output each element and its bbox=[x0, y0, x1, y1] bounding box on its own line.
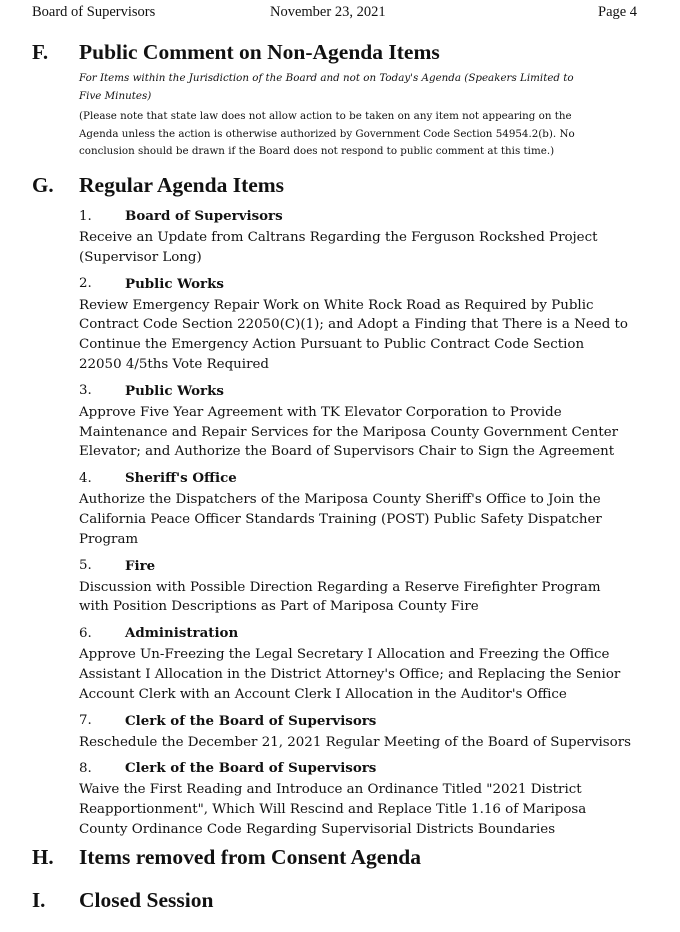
header-board-name: Board of Supervisors bbox=[32, 4, 156, 20]
agenda-item-list bbox=[79, 204, 659, 844]
agenda-item-department: Administration bbox=[125, 625, 239, 642]
agenda-item-header bbox=[79, 466, 659, 490]
section-h-title: Items removed from Consent Agenda bbox=[79, 845, 421, 869]
agenda-item-header bbox=[79, 554, 659, 578]
agenda-item-description-line: Approve Un-Freezing the Legal Secretary I Allocation and Freezing the Office bbox=[79, 647, 610, 663]
agenda-item-description-line: Program bbox=[79, 531, 139, 547]
agenda-item-description bbox=[79, 490, 659, 549]
agenda-item bbox=[79, 272, 659, 375]
agenda-item-description-line: Reschedule the December 21, 2021 Regular Meeting of the Board of Supervisors bbox=[79, 734, 631, 750]
agenda-item-department: Fire bbox=[125, 557, 156, 574]
agenda-item-description-line: California Peace Officer Standards Training (POST) Public Safety Dispatcher bbox=[79, 511, 602, 527]
agenda-item-description-line: Approve Five Year Agreement with TK Elevator Corporation to Provide bbox=[79, 404, 562, 420]
agenda-item-header bbox=[79, 756, 659, 780]
agenda-item-header bbox=[79, 379, 659, 403]
agenda-item bbox=[79, 621, 659, 704]
section-i-title: Closed Session bbox=[79, 888, 214, 912]
section-f-subtitle-line: Five Minutes) bbox=[79, 89, 152, 102]
section-f-note-line: (Please note that state law does not allow action to be taken on any item not appearing on the bbox=[79, 110, 572, 122]
agenda-item-description-line: with Position Descriptions as Part of Mariposa County Fire bbox=[79, 599, 479, 615]
agenda-item-number: 8. bbox=[79, 760, 92, 776]
agenda-item-description bbox=[79, 296, 659, 375]
agenda-item bbox=[79, 709, 659, 753]
section-f-note-line: Agenda unless the action is otherwise authorized by Government Code Section 54954.2(b). No bbox=[79, 127, 575, 140]
agenda-item-description-line: Maintenance and Repair Services for the Mariposa County Government Center bbox=[79, 424, 619, 440]
section-f-subtitle-line: For Items within the Jurisdiction of the Board and not on Today's Agenda (Speakers Limited to bbox=[79, 72, 574, 84]
agenda-item-description-line: Receive an Update from Caltrans Regarding the Ferguson Rockshed Project bbox=[79, 230, 598, 245]
agenda-item-description bbox=[79, 733, 659, 753]
agenda-item-description-line: Assistant I Allocation in the District Attorney's Office; and Replacing the Senior bbox=[79, 666, 621, 682]
section-f-title: Public Comment on Non-Agenda Items bbox=[79, 40, 440, 64]
section-f-note-line: conclusion should be drawn if the Board does not respond to public comment at this time.) bbox=[79, 145, 555, 157]
section-g-title: Regular Agenda Items bbox=[79, 173, 285, 197]
section-f-subtitle bbox=[79, 70, 654, 105]
agenda-item-number: 3. bbox=[79, 383, 92, 399]
agenda-item bbox=[79, 466, 659, 549]
agenda-item-description bbox=[79, 645, 659, 704]
agenda-item-number: 5. bbox=[79, 558, 92, 574]
agenda-item-header bbox=[79, 204, 659, 228]
agenda-item bbox=[79, 204, 659, 268]
agenda-item-header bbox=[79, 272, 659, 296]
agenda-item bbox=[79, 379, 659, 462]
section-f-letter: F. bbox=[32, 40, 49, 64]
agenda-item-department: Clerk of the Board of Supervisors bbox=[125, 760, 377, 777]
agenda-item-description-line: 22050 4/5ths Vote Required bbox=[79, 356, 269, 372]
agenda-item-number: 2. bbox=[79, 276, 92, 292]
agenda-item-department: Public Works bbox=[125, 275, 224, 292]
section-h-letter: H. bbox=[32, 845, 54, 869]
agenda-item-description-line: County Ordinance Code Regarding Supervisorial Districts Boundaries bbox=[79, 821, 556, 837]
section-g-letter: G. bbox=[32, 173, 54, 197]
agenda-item-description bbox=[79, 403, 659, 462]
agenda-item-description-line: Contract Code Section 22050(C)(1); and Adopt a Finding that There is a Need to bbox=[79, 317, 628, 333]
agenda-item-number: 6. bbox=[79, 625, 92, 641]
agenda-item bbox=[79, 554, 659, 618]
agenda-item-description-line: Continue the Emergency Action Pursuant to Public Contract Code Section bbox=[79, 337, 585, 353]
agenda-item-description-line: (Supervisor Long) bbox=[79, 249, 202, 265]
agenda-item-description-line: Authorize the Dispatchers of the Mariposa County Sheriff's Office to Join the bbox=[79, 492, 601, 508]
agenda-item-description-line: Account Clerk with an Account Clerk I Allocation in the Auditor's Office bbox=[79, 686, 567, 702]
agenda-item-department: Board of Supervisors bbox=[125, 208, 283, 224]
agenda-item-department: Public Works bbox=[125, 382, 224, 399]
agenda-item-description-line: Waive the First Reading and Introduce an Ordinance Titled "2021 District bbox=[79, 782, 582, 798]
agenda-item-department: Sheriff's Office bbox=[125, 470, 237, 487]
agenda-item-description-line: Review Emergency Repair Work on White Rock Road as Required by Public bbox=[79, 297, 594, 313]
agenda-item-header bbox=[79, 621, 659, 645]
agenda-item-description-line: Discussion with Possible Direction Regarding a Reserve Firefighter Program bbox=[79, 579, 601, 595]
agenda-item-description-line: Reapportionment", Which Will Rescind and Replace Title 1.16 of Mariposa bbox=[79, 802, 587, 818]
agenda-item-description bbox=[79, 578, 659, 618]
agenda-item-header bbox=[79, 709, 659, 733]
agenda-item-number: 7. bbox=[79, 713, 92, 729]
header-date: November 23, 2021 bbox=[270, 4, 386, 20]
agenda-item-description-line: Elevator; and Authorize the Board of Supervisors Chair to Sign the Agreement bbox=[79, 444, 615, 460]
section-f-note bbox=[79, 108, 654, 161]
agenda-item-description bbox=[79, 780, 659, 839]
agenda-item-number: 1. bbox=[79, 208, 92, 224]
agenda-item bbox=[79, 756, 659, 839]
header-page-number: Page 4 bbox=[598, 4, 638, 20]
agenda-item-number: 4. bbox=[79, 470, 92, 486]
agenda-item-department: Clerk of the Board of Supervisors bbox=[125, 712, 377, 729]
section-i-letter: I. bbox=[32, 888, 46, 912]
agenda-item-description bbox=[79, 228, 659, 268]
